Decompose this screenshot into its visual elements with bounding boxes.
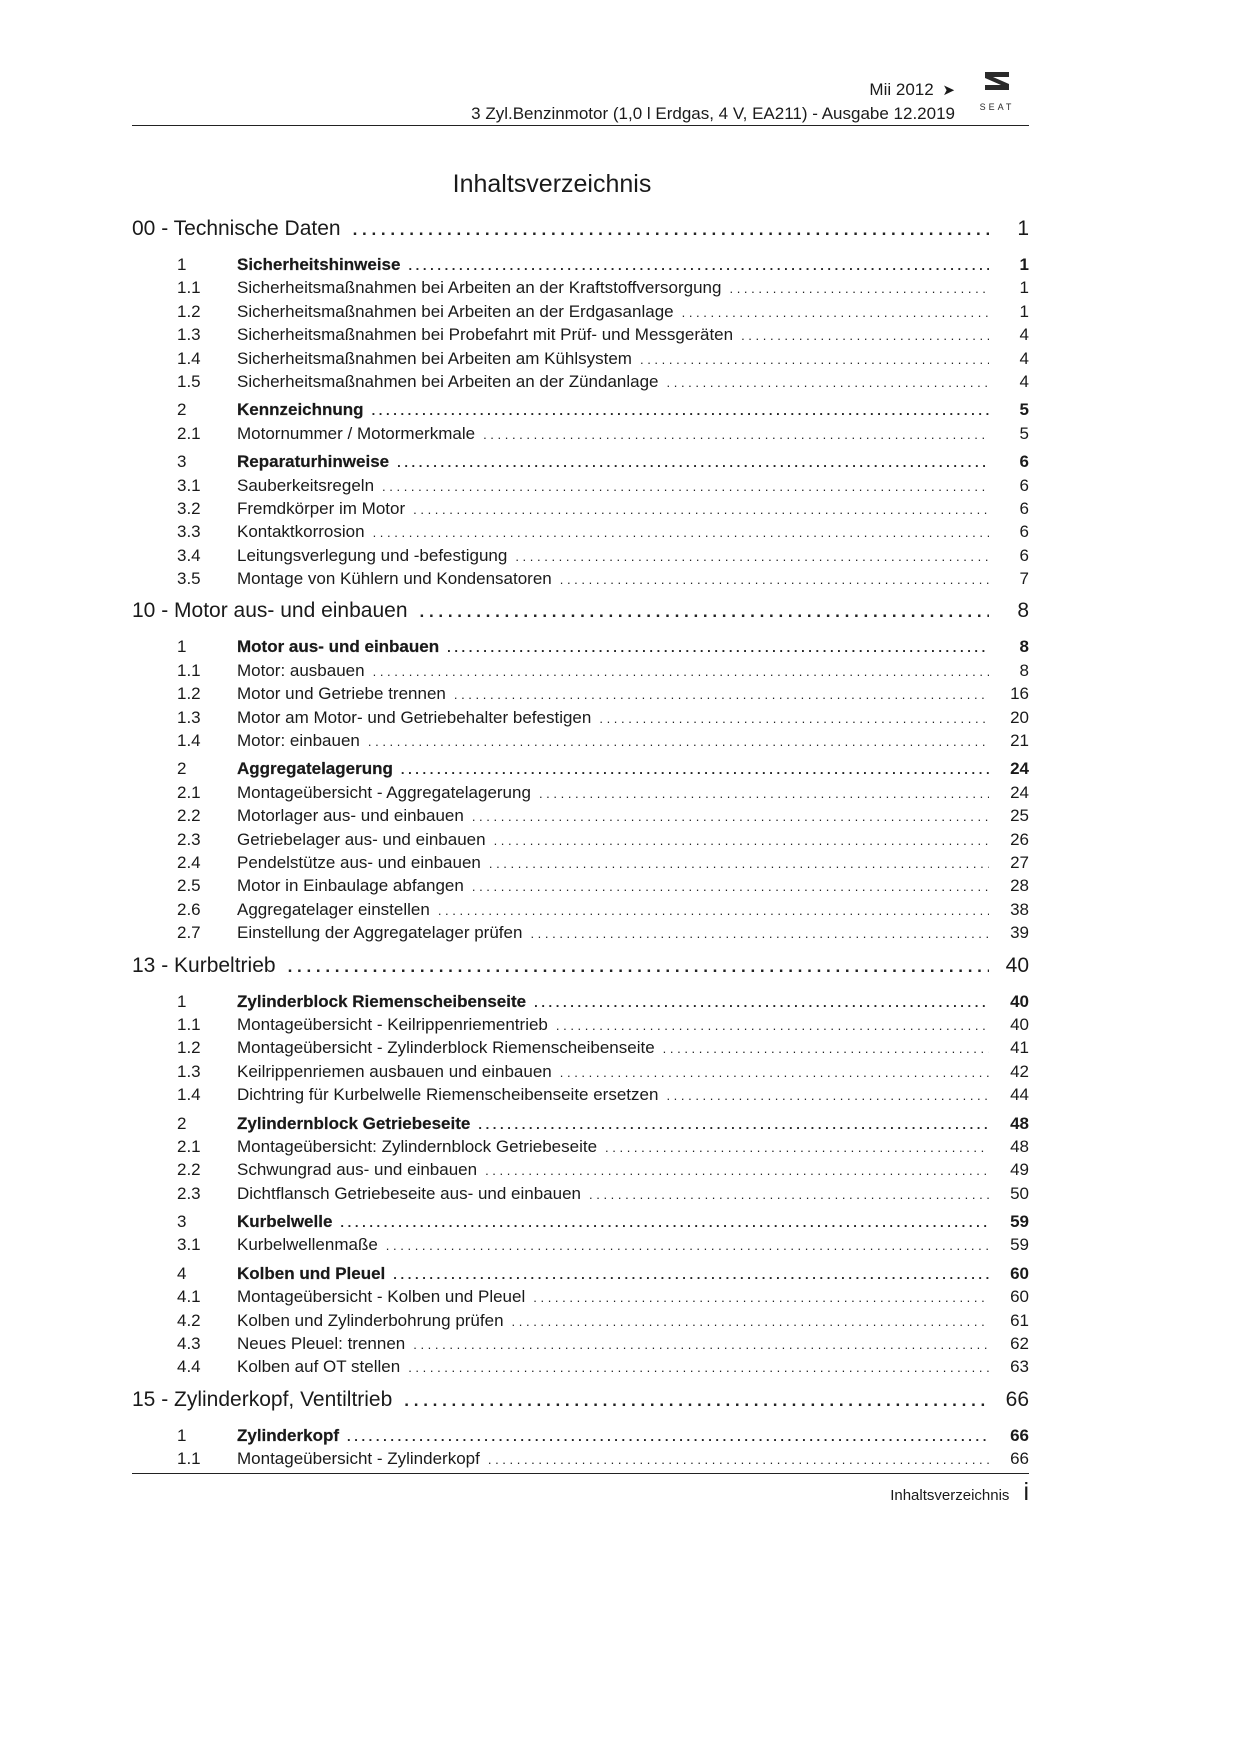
subsection-title: Sicherheitsmaßnahmen bei Arbeiten am Kühlsystem bbox=[237, 348, 632, 368]
subsection-page-number: 1 bbox=[1019, 301, 1029, 321]
footer-divider bbox=[132, 1473, 1029, 1474]
toc-section-entry[interactable] bbox=[132, 450, 1029, 473]
section-title: Aggregatelagerung bbox=[237, 759, 393, 779]
dot-leader bbox=[454, 683, 989, 706]
section-number: 3 bbox=[177, 452, 187, 472]
toc-section-entry[interactable] bbox=[132, 253, 1029, 276]
subsection-title: Dichtring für Kurbelwelle Riemenscheibenseite ersetzen bbox=[237, 1085, 659, 1105]
dot-leader bbox=[560, 568, 989, 591]
subsection-title: Pendelstütze aus- und einbauen bbox=[237, 852, 481, 872]
subsection-title: Sicherheitsmaßnahmen bei Arbeiten an der Zündanlage bbox=[237, 371, 659, 391]
dot-leader bbox=[682, 301, 989, 324]
dot-leader bbox=[382, 475, 989, 498]
subsection-title: Montageübersicht: Zylindernblock Getriebeseite bbox=[237, 1136, 598, 1156]
toc-subsection-entry[interactable] bbox=[132, 1447, 1029, 1470]
dot-leader bbox=[560, 1061, 989, 1084]
subsection-page-number: 25 bbox=[1010, 806, 1029, 826]
subsection-page-number: 5 bbox=[1019, 423, 1029, 443]
section-page-number: 1 bbox=[1019, 255, 1029, 274]
subsection-page-number: 7 bbox=[1019, 569, 1029, 589]
subsection-number: 2.3 bbox=[177, 829, 201, 849]
toc-subsection-entry[interactable] bbox=[132, 851, 1029, 874]
subsection-number: 2.3 bbox=[177, 1183, 201, 1203]
subsection-number: 3.5 bbox=[177, 569, 201, 589]
arrow-right-icon: ➤ bbox=[942, 82, 955, 99]
toc-subsection-entry[interactable] bbox=[132, 300, 1029, 323]
dot-leader bbox=[485, 1159, 989, 1182]
toc-chapter bbox=[132, 1381, 1029, 1471]
toc-section-entry[interactable] bbox=[132, 1262, 1029, 1285]
toc-subsection-entry[interactable] bbox=[132, 659, 1029, 682]
header-model: Mii 2012 bbox=[869, 80, 934, 99]
subsection-page-number: 28 bbox=[1010, 876, 1029, 896]
dot-leader bbox=[488, 1448, 989, 1471]
subsection-number: 3.1 bbox=[177, 1235, 201, 1255]
toc-subsection-entry[interactable] bbox=[132, 323, 1029, 346]
section-title: Motor aus- und einbauen bbox=[237, 637, 440, 657]
subsection-number: 3.2 bbox=[177, 498, 201, 518]
subsection-number: 1.3 bbox=[177, 1061, 201, 1081]
dot-leader bbox=[667, 371, 990, 394]
subsection-title: Motorlager aus- und einbauen bbox=[237, 806, 464, 826]
subsection-page-number: 1 bbox=[1019, 278, 1029, 298]
subsection-number: 2.2 bbox=[177, 806, 201, 826]
subsection-title: Schwungrad aus- und einbauen bbox=[237, 1160, 478, 1180]
chapter-title: 15 - Zylinderkopf, Ventiltrieb bbox=[132, 1387, 393, 1411]
chapter-page-number: 66 bbox=[1005, 1387, 1029, 1411]
subsection-page-number: 50 bbox=[1010, 1183, 1029, 1203]
subsection-page-number: 49 bbox=[1010, 1160, 1029, 1180]
subsection-page-number: 26 bbox=[1010, 829, 1029, 849]
toc-section bbox=[132, 1424, 1029, 1471]
dot-leader bbox=[640, 348, 989, 371]
toc-subsection-entry[interactable] bbox=[132, 1083, 1029, 1106]
subsection-number: 2.1 bbox=[177, 423, 201, 443]
subsection-number: 1.4 bbox=[177, 348, 201, 368]
toc-subsection-entry[interactable] bbox=[132, 1158, 1029, 1181]
dot-leader bbox=[741, 324, 989, 347]
subsection-page-number: 40 bbox=[1010, 1014, 1029, 1034]
subsection-title: Motor und Getriebe trennen bbox=[237, 684, 446, 704]
subsection-page-number: 27 bbox=[1010, 852, 1029, 872]
dot-leader bbox=[408, 254, 989, 277]
section-number: 1 bbox=[177, 637, 187, 657]
toc-subsection-entry[interactable] bbox=[132, 706, 1029, 729]
subsection-title: Sicherheitsmaßnahmen bei Arbeiten an der Erdgasanlage bbox=[237, 301, 674, 321]
subsection-number: 1.4 bbox=[177, 1085, 201, 1105]
subsection-page-number: 4 bbox=[1019, 371, 1029, 391]
subsection-page-number: 59 bbox=[1010, 1235, 1029, 1255]
header-model-line bbox=[869, 80, 955, 100]
toc-subsection-entry[interactable] bbox=[132, 1060, 1029, 1083]
toc-section bbox=[132, 1112, 1029, 1206]
dot-leader bbox=[556, 1014, 989, 1037]
dot-leader bbox=[413, 498, 989, 521]
page-footer bbox=[890, 1478, 1029, 1518]
toc-subsection-entry[interactable] bbox=[132, 828, 1029, 851]
section-page-number: 24 bbox=[1010, 759, 1029, 779]
toc-subsection-entry[interactable] bbox=[132, 1309, 1029, 1332]
subsection-page-number: 38 bbox=[1010, 899, 1029, 919]
chapter-title: 10 - Motor aus- und einbauen bbox=[132, 599, 408, 623]
section-number: 4 bbox=[177, 1263, 187, 1283]
toc-subsection-entry[interactable] bbox=[132, 1355, 1029, 1378]
subsection-title: Kolben auf OT stellen bbox=[237, 1357, 401, 1377]
toc-section-entry[interactable] bbox=[132, 635, 1029, 658]
toc-section bbox=[132, 635, 1029, 752]
toc-section-entry[interactable] bbox=[132, 1112, 1029, 1135]
subsection-page-number: 62 bbox=[1010, 1334, 1029, 1354]
dot-leader bbox=[347, 1425, 989, 1448]
toc-subsection-entry[interactable] bbox=[132, 544, 1029, 567]
toc-section-entry[interactable] bbox=[132, 990, 1029, 1013]
subsection-number: 1.3 bbox=[177, 325, 201, 345]
footer-label: Inhaltsverzeichnis bbox=[890, 1487, 1010, 1504]
toc-subsection-entry[interactable] bbox=[132, 781, 1029, 804]
subsection-number: 2.6 bbox=[177, 899, 201, 919]
dot-leader bbox=[605, 1136, 989, 1159]
subsection-title: Montageübersicht - Zylinderkopf bbox=[237, 1449, 480, 1469]
subsection-title: Kontaktkorrosion bbox=[237, 522, 365, 542]
dot-leader bbox=[438, 899, 989, 922]
subsection-page-number: 6 bbox=[1019, 522, 1029, 542]
subsection-title: Getriebelager aus- und einbauen bbox=[237, 829, 486, 849]
table-of-contents bbox=[132, 210, 1029, 1473]
subsection-number: 3.1 bbox=[177, 475, 201, 495]
toc-subsection-entry[interactable] bbox=[132, 729, 1029, 752]
subsection-page-number: 4 bbox=[1019, 325, 1029, 345]
section-page-number: 6 bbox=[1019, 452, 1029, 472]
dot-leader bbox=[447, 636, 989, 659]
toc-subsection-entry[interactable] bbox=[132, 1013, 1029, 1036]
dot-leader bbox=[288, 948, 989, 986]
section-title: Sicherheitshinweise bbox=[237, 255, 401, 274]
subsection-page-number: 20 bbox=[1010, 707, 1029, 727]
toc-subsection-entry[interactable] bbox=[132, 921, 1029, 944]
subsection-title: Montageübersicht - Kolben und Pleuel bbox=[237, 1287, 526, 1307]
subsection-number: 1.3 bbox=[177, 707, 201, 727]
section-page-number: 66 bbox=[1010, 1425, 1029, 1445]
section-number: 2 bbox=[177, 759, 187, 779]
subsection-title: Motor: einbauen bbox=[237, 731, 360, 751]
dot-leader bbox=[408, 1356, 989, 1379]
toc-chapter-entry[interactable] bbox=[132, 947, 1029, 985]
subsection-page-number: 39 bbox=[1010, 923, 1029, 943]
section-page-number: 40 bbox=[1010, 991, 1029, 1011]
dot-leader bbox=[472, 875, 989, 898]
subsection-title: Aggregatelager einstellen bbox=[237, 899, 430, 919]
section-title: Zylinderkopf bbox=[237, 1425, 340, 1445]
subsection-page-number: 66 bbox=[1010, 1449, 1029, 1469]
toc-section bbox=[132, 398, 1029, 445]
section-title: Kennzeichnung bbox=[237, 400, 364, 420]
subsection-title: Montageübersicht - Aggregatelagerung bbox=[237, 782, 531, 802]
dot-leader bbox=[599, 707, 989, 730]
toc-chapter-entry[interactable] bbox=[132, 1381, 1029, 1419]
toc-section bbox=[132, 990, 1029, 1107]
page-header bbox=[132, 78, 1029, 126]
dot-leader bbox=[353, 211, 989, 249]
section-number: 1 bbox=[177, 991, 187, 1011]
subsection-title: Motornummer / Motormerkmale bbox=[237, 423, 476, 443]
toc-subsection-entry[interactable] bbox=[132, 1182, 1029, 1205]
toc-subsection-entry[interactable] bbox=[132, 898, 1029, 921]
subsection-page-number: 24 bbox=[1010, 782, 1029, 802]
toc-subsection-entry[interactable] bbox=[132, 1036, 1029, 1059]
subsection-page-number: 42 bbox=[1010, 1061, 1029, 1081]
toc-section-entry[interactable] bbox=[132, 757, 1029, 780]
toc-subsection-entry[interactable] bbox=[132, 1332, 1029, 1355]
chapter-title: 00 - Technische Daten bbox=[132, 217, 341, 240]
logo-text: SEAT bbox=[979, 102, 1015, 112]
subsection-number: 2.4 bbox=[177, 852, 201, 872]
dot-leader bbox=[666, 1084, 989, 1107]
subsection-page-number: 63 bbox=[1010, 1357, 1029, 1377]
page-title: Inhaltsverzeichnis bbox=[452, 169, 652, 198]
subsection-page-number: 60 bbox=[1010, 1287, 1029, 1307]
toc-subsection-entry[interactable] bbox=[132, 276, 1029, 299]
toc-section-entry[interactable] bbox=[132, 1210, 1029, 1233]
subsection-number: 4.2 bbox=[177, 1310, 201, 1330]
subsection-title: Neues Pleuel: trennen bbox=[237, 1334, 406, 1354]
subsection-number: 1.4 bbox=[177, 731, 201, 751]
dot-leader bbox=[340, 1211, 989, 1234]
subsection-title: Motor am Motor- und Getriebehalter befestigen bbox=[237, 707, 592, 727]
dot-leader bbox=[478, 1113, 989, 1136]
subsection-number: 3.4 bbox=[177, 545, 201, 565]
dot-leader bbox=[420, 593, 989, 631]
dot-leader bbox=[401, 758, 989, 781]
section-title: Kurbelwelle bbox=[237, 1212, 333, 1232]
section-title: Zylinderblock Riemenscheibenseite bbox=[237, 991, 527, 1011]
chapter-page-number: 40 bbox=[1005, 953, 1029, 977]
subsection-title: Motor: ausbauen bbox=[237, 660, 365, 680]
subsection-number: 2.1 bbox=[177, 782, 201, 802]
toc-chapter-entry[interactable] bbox=[132, 210, 1029, 248]
section-page-number: 48 bbox=[1010, 1113, 1029, 1133]
subsection-title: Sicherheitsmaßnahmen bei Probefahrt mit Prüf- und Messgeräten bbox=[237, 325, 734, 345]
toc-subsection-entry[interactable] bbox=[132, 1285, 1029, 1308]
toc-subsection-entry[interactable] bbox=[132, 682, 1029, 705]
toc-subsection-entry[interactable] bbox=[132, 874, 1029, 897]
toc-subsection-entry[interactable] bbox=[132, 1233, 1029, 1256]
dot-leader bbox=[533, 1286, 989, 1309]
subsection-number: 1.2 bbox=[177, 684, 201, 704]
subsection-title: Fremdkörper im Motor bbox=[237, 498, 406, 518]
dot-leader bbox=[530, 922, 989, 945]
subsection-number: 4.3 bbox=[177, 1334, 201, 1354]
dot-leader bbox=[373, 521, 989, 544]
subsection-number: 2.5 bbox=[177, 876, 201, 896]
subsection-title: Einstellung der Aggregatelager prüfen bbox=[237, 923, 523, 943]
dot-leader bbox=[393, 1263, 989, 1286]
toc-section bbox=[132, 757, 1029, 944]
dot-leader bbox=[539, 782, 989, 805]
toc-section bbox=[132, 253, 1029, 393]
subsection-page-number: 44 bbox=[1010, 1085, 1029, 1105]
toc-chapter bbox=[132, 592, 1029, 944]
dot-leader bbox=[534, 991, 989, 1014]
subsection-number: 3.3 bbox=[177, 522, 201, 542]
section-title: Zylindernblock Getriebeseite bbox=[237, 1113, 471, 1133]
subsection-title: Montageübersicht - Keilrippenriementrieb bbox=[237, 1014, 548, 1034]
toc-subsection-entry[interactable] bbox=[132, 567, 1029, 590]
subsection-title: Keilrippenriemen ausbauen und einbauen bbox=[237, 1061, 552, 1081]
subsection-page-number: 6 bbox=[1019, 498, 1029, 518]
subsection-number: 1.1 bbox=[177, 660, 201, 680]
dot-leader bbox=[413, 1333, 989, 1356]
dot-leader bbox=[404, 1382, 989, 1420]
section-title: Kolben und Pleuel bbox=[237, 1263, 386, 1283]
section-page-number: 5 bbox=[1019, 400, 1029, 420]
subsection-page-number: 4 bbox=[1019, 348, 1029, 368]
section-page-number: 59 bbox=[1010, 1212, 1029, 1232]
section-title: Reparaturhinweise bbox=[237, 452, 390, 472]
dot-leader bbox=[386, 1234, 989, 1257]
subsection-number: 1.5 bbox=[177, 371, 201, 391]
toc-chapter bbox=[132, 210, 1029, 590]
dot-leader bbox=[515, 545, 989, 568]
subsection-number: 4.1 bbox=[177, 1287, 201, 1307]
chapter-page-number: 8 bbox=[1017, 599, 1029, 623]
subsection-title: Sauberkeitsregeln bbox=[237, 475, 375, 495]
subsection-number: 1.1 bbox=[177, 1449, 201, 1469]
subsection-page-number: 16 bbox=[1010, 684, 1029, 704]
toc-section bbox=[132, 450, 1029, 590]
dot-leader bbox=[483, 423, 989, 446]
toc-subsection-entry[interactable] bbox=[132, 1135, 1029, 1158]
toc-section-entry[interactable] bbox=[132, 1424, 1029, 1447]
subsection-title: Kolben und Zylinderbohrung prüfen bbox=[237, 1310, 504, 1330]
subsection-title: Montage von Kühlern und Kondensatoren bbox=[237, 569, 552, 589]
dot-leader bbox=[512, 1310, 989, 1333]
subsection-page-number: 8 bbox=[1019, 660, 1029, 680]
toc-subsection-entry[interactable] bbox=[132, 497, 1029, 520]
subsection-title: Leitungsverlegung und -befestigung bbox=[237, 545, 508, 565]
dot-leader bbox=[729, 277, 989, 300]
subsection-title: Motor in Einbaulage abfangen bbox=[237, 876, 464, 896]
subsection-title: Montageübersicht - Zylinderblock Riemenscheibenseite bbox=[237, 1038, 655, 1058]
section-page-number: 8 bbox=[1019, 637, 1029, 657]
footer-page-number: i bbox=[1023, 1478, 1029, 1506]
dot-leader bbox=[472, 805, 989, 828]
header-subtitle: 3 Zyl.Benzinmotor (1,0 l Erdgas, 4 V, EA211) - Ausgabe 12.2019 bbox=[471, 104, 955, 123]
subsection-number: 2.7 bbox=[177, 923, 201, 943]
section-number: 1 bbox=[177, 1425, 187, 1445]
toc-section bbox=[132, 1210, 1029, 1257]
toc-chapter bbox=[132, 947, 1029, 1379]
dot-leader bbox=[589, 1183, 989, 1206]
subsection-number: 2.1 bbox=[177, 1136, 201, 1156]
toc-subsection-entry[interactable] bbox=[132, 520, 1029, 543]
subsection-page-number: 41 bbox=[1010, 1038, 1029, 1058]
section-page-number: 60 bbox=[1010, 1263, 1029, 1283]
dot-leader bbox=[372, 399, 989, 422]
subsection-number: 1.2 bbox=[177, 1038, 201, 1058]
toc-chapter-entry[interactable] bbox=[132, 592, 1029, 630]
toc-subsection-entry[interactable] bbox=[132, 370, 1029, 393]
subsection-page-number: 6 bbox=[1019, 545, 1029, 565]
subsection-title: Kurbelwellenmaße bbox=[237, 1235, 378, 1255]
toc-subsection-entry[interactable] bbox=[132, 804, 1029, 827]
section-number: 1 bbox=[177, 255, 187, 274]
dot-leader bbox=[373, 660, 989, 683]
subsection-number: 2.2 bbox=[177, 1160, 201, 1180]
chapter-page-number: 1 bbox=[1017, 217, 1029, 240]
dot-leader bbox=[397, 451, 989, 474]
subsection-page-number: 6 bbox=[1019, 475, 1029, 495]
subsection-page-number: 21 bbox=[1010, 731, 1029, 751]
section-number: 2 bbox=[177, 1113, 187, 1133]
seat-logo bbox=[971, 68, 1023, 116]
toc-subsection-entry[interactable] bbox=[132, 347, 1029, 370]
subsection-number: 4.4 bbox=[177, 1357, 201, 1377]
chapter-title: 13 - Kurbeltrieb bbox=[132, 953, 276, 977]
subsection-title: Dichtflansch Getriebeseite aus- und einbauen bbox=[237, 1183, 581, 1203]
section-number: 3 bbox=[177, 1212, 187, 1232]
toc-section-entry[interactable] bbox=[132, 398, 1029, 421]
subsection-number: 1.1 bbox=[177, 278, 201, 298]
subsection-number: 1.2 bbox=[177, 301, 201, 321]
dot-leader bbox=[663, 1037, 989, 1060]
subsection-title: Sicherheitsmaßnahmen bei Arbeiten an der Kraftstoffversorgung bbox=[237, 278, 722, 298]
dot-leader bbox=[368, 730, 989, 753]
dot-leader bbox=[489, 852, 989, 875]
header-divider bbox=[132, 125, 1029, 126]
section-number: 2 bbox=[177, 400, 187, 420]
subsection-page-number: 61 bbox=[1010, 1310, 1029, 1330]
dot-leader bbox=[494, 829, 989, 852]
toc-subsection-entry[interactable] bbox=[132, 422, 1029, 445]
subsection-number: 1.1 bbox=[177, 1014, 201, 1034]
toc-section bbox=[132, 1262, 1029, 1379]
subsection-page-number: 48 bbox=[1010, 1136, 1029, 1156]
toc-subsection-entry[interactable] bbox=[132, 474, 1029, 497]
